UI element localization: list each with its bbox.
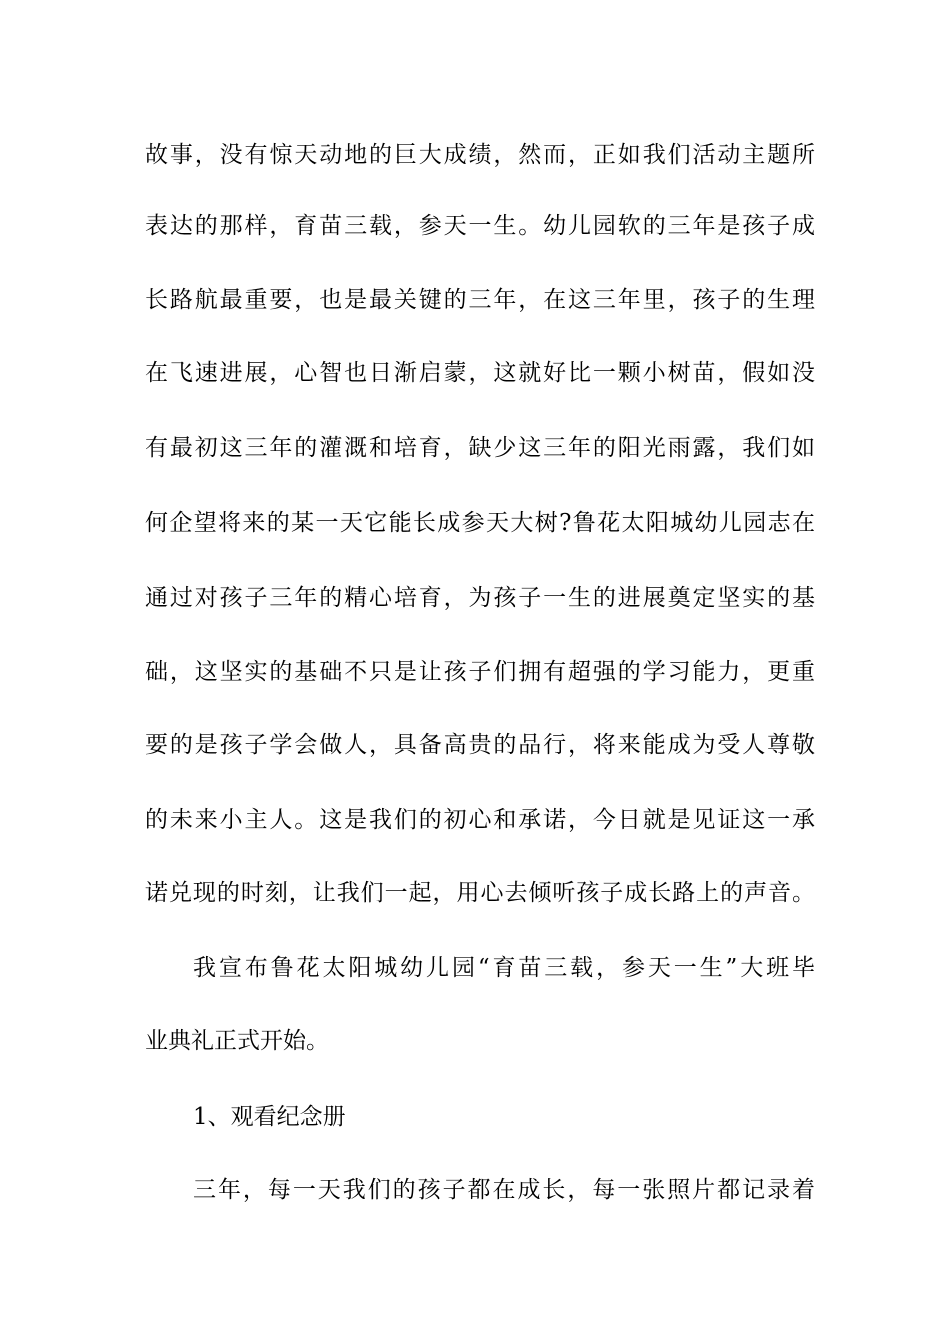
paragraph-1-line-5: 有最初这三年的灌溉和培育，缺少这三年的阳光雨露，我们如 <box>145 435 815 461</box>
paragraph-1-line-3: 长路航最重要，也是最关键的三年，在这三年里，孩子的生理 <box>145 287 815 313</box>
paragraph-1-line-8: 础，这坚实的基础不只是让孩子们拥有超强的学习能力，更重 <box>145 659 815 685</box>
paragraph-2-line-1: 我宣布鲁花太阳城幼儿园“育苗三载，参天一生”大班毕 <box>193 955 815 981</box>
paragraph-2-line-2: 业典礼正式开始。 <box>145 1028 329 1054</box>
paragraph-1-line-9: 要的是孩子学会做人，具备高贵的品行，将来能成为受人尊敬 <box>145 732 815 758</box>
paragraph-1-line-11: 诺兑现的时刻，让我们一起，用心去倾听孩子成长路上的声音。 <box>145 880 815 906</box>
paragraph-1-line-7: 通过对孩子三年的精心培育，为孩子一生的进展奠定坚实的基 <box>145 585 815 611</box>
paragraph-1-line-2: 表达的那样，育苗三载，参天一生。幼儿园软的三年是孩子成 <box>145 213 815 239</box>
paragraph-3-line-1: 三年，每一天我们的孩子都在成长，每一张照片都记录着 <box>193 1177 815 1203</box>
section-heading: 1、观看纪念册 <box>193 1104 346 1130</box>
paragraph-1-line-4: 在飞速进展，心智也日渐启蒙，这就好比一颗小树苗，假如没 <box>145 360 815 386</box>
paragraph-1-line-1: 故事，没有惊天动地的巨大成绩，然而，正如我们活动主题所 <box>145 142 815 168</box>
paragraph-1-line-10: 的未来小主人。这是我们的初心和承诺，今日就是见证这一承 <box>145 807 815 833</box>
paragraph-1-line-6: 何企望将来的某一天它能长成参天大树?鲁花太阳城幼儿园志在 <box>145 510 815 536</box>
